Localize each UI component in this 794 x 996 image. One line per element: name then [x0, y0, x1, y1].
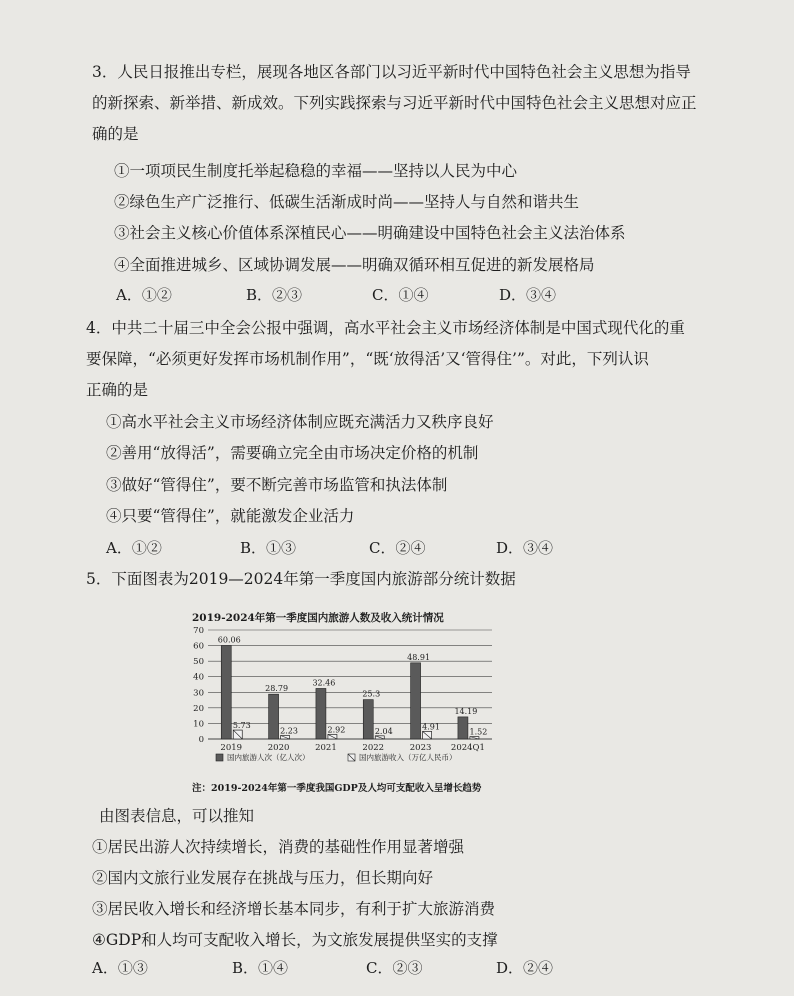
data-label-visitors: 28.79: [265, 684, 289, 694]
q4-option-d[interactable]: D．③④: [496, 539, 554, 557]
q3-item-2: ②绿色生产广泛推行、低碳生活渐成时尚——坚持人与自然和谐共生: [114, 193, 580, 211]
data-label-visitors: 60.06: [217, 635, 241, 645]
x-tick-label: 2024Q1: [450, 743, 485, 753]
q3-stem-line-1: 3．人民日报推出专栏，展现各地区各部门以习近平新时代中国特色社会主义思想为指导: [92, 63, 691, 81]
chart-plot: [180, 622, 510, 792]
bar-visitors: [221, 645, 231, 739]
q5-option-b[interactable]: B．①④: [232, 959, 289, 977]
q3-option-d[interactable]: D．③④: [499, 286, 557, 304]
bar-visitors: [411, 663, 421, 739]
y-tick-label: 20: [193, 703, 204, 714]
q3-item-1: ①一项项民生制度托举起稳稳的幸福——坚持以人民为中心: [114, 162, 518, 180]
x-tick-label: 2022: [362, 743, 385, 753]
q4-item-3: ③做好“管得住”，要不断完善市场监管和执法体制: [106, 476, 448, 494]
q4-option-b[interactable]: B．①③: [240, 539, 297, 557]
q3-stem-line-3: 确的是: [92, 125, 139, 143]
data-label-revenue: 2.04: [374, 726, 393, 736]
y-tick-label: 10: [193, 719, 204, 730]
q4-option-c[interactable]: C．②④: [369, 539, 426, 557]
y-tick-label: 70: [193, 626, 204, 636]
chart-title: 2019-2024年第一季度国内旅游人数及收入统计情况: [192, 612, 444, 624]
q3-stem-line-2: 的新探索、新举措、新成效。下列实践探索与习近平新时代中国特色社会主义思想对应正: [92, 94, 697, 112]
data-label-revenue: 5.73: [232, 721, 251, 731]
bar-visitors: [316, 688, 326, 739]
q5-option-a[interactable]: A．①③: [92, 959, 148, 977]
data-label-visitors: 14.19: [454, 706, 478, 716]
chart-note: 注：2019-2024年第一季度我国GDP及人均可支配收入呈增长趋势: [192, 783, 482, 794]
data-label-revenue: 2.92: [327, 725, 346, 735]
y-tick-label: 30: [193, 688, 204, 699]
data-label-revenue: 2.23: [280, 726, 298, 736]
q4-stem-line-1: 4．中共二十届三中全会公报中强调，高水平社会主义市场经济体制是中国式现代化的重: [86, 319, 685, 337]
q3-item-3: ③社会主义核心价值体系深植民心——明确建设中国特色社会主义法治体系: [114, 224, 626, 242]
legend-label-visitors: 国内旅游人次（亿人次）: [227, 753, 310, 762]
q4-stem-line-2: 要保障，“必须更好发挥市场机制作用”，“既‘放得活’又‘管得住’”。对此，下列认识: [86, 350, 649, 368]
q3-option-b[interactable]: B．②③: [246, 286, 303, 304]
q5-stem: 5．下面图表为2019—2024年第一季度国内旅游部分统计数据: [86, 570, 516, 588]
x-tick-label: 2021: [315, 743, 337, 753]
tourism-chart: [180, 604, 510, 794]
bar-visitors: [363, 700, 373, 739]
bar-visitors: [458, 717, 468, 739]
q5-item-4: ④GDP和人均可支配收入增长，为文旅发展提供坚实的支撑: [92, 931, 498, 949]
bar-visitors: [269, 694, 279, 739]
x-tick-label: 2023: [409, 743, 432, 753]
data-label-visitors: 25.3: [362, 689, 381, 699]
q3-item-4: ④全面推进城乡、区域协调发展——明确双循环相互促进的新发展格局: [114, 256, 595, 274]
q5-item-2: ②国内文旅行业发展存在挑战与压力，但长期向好: [92, 869, 434, 887]
q4-stem-line-3: 正确的是: [86, 381, 149, 399]
q5-option-d[interactable]: D．②④: [496, 959, 554, 977]
data-label-revenue: 1.52: [469, 727, 488, 737]
y-tick-label: 0: [198, 735, 204, 745]
y-tick-label: 40: [193, 672, 204, 683]
legend-swatch-visitors: [216, 754, 223, 761]
data-label-visitors: 48.91: [407, 652, 431, 662]
y-tick-label: 60: [193, 641, 204, 652]
q4-item-2: ②善用“放得活”，需要确立完全由市场决定价格的机制: [106, 444, 479, 462]
q5-lead: 由图表信息，可以推知: [99, 807, 255, 825]
q5-option-c[interactable]: C．②③: [366, 959, 423, 977]
q5-item-3: ③居民收入增长和经济增长基本同步，有利于扩大旅游消费: [92, 900, 496, 918]
q4-item-1: ①高水平社会主义市场经济体制应既充满活力又秩序良好: [106, 413, 494, 431]
q4-item-4: ④只要“管得住”，就能激发企业活力: [106, 507, 355, 525]
x-tick-label: 2020: [267, 743, 290, 753]
legend-label-revenue: 国内旅游收入（万亿人民币）: [359, 753, 457, 762]
x-tick-label: 2019: [220, 743, 243, 753]
data-label-revenue: 4.91: [422, 722, 440, 732]
y-tick-label: 50: [193, 657, 204, 668]
q3-option-a[interactable]: A．①②: [116, 286, 172, 304]
data-label-visitors: 32.46: [312, 678, 336, 688]
q3-option-c[interactable]: C．①④: [372, 286, 429, 304]
q4-option-a[interactable]: A．①②: [106, 539, 162, 557]
q5-item-1: ①居民出游人次持续增长，消费的基础性作用显著增强: [92, 838, 465, 856]
